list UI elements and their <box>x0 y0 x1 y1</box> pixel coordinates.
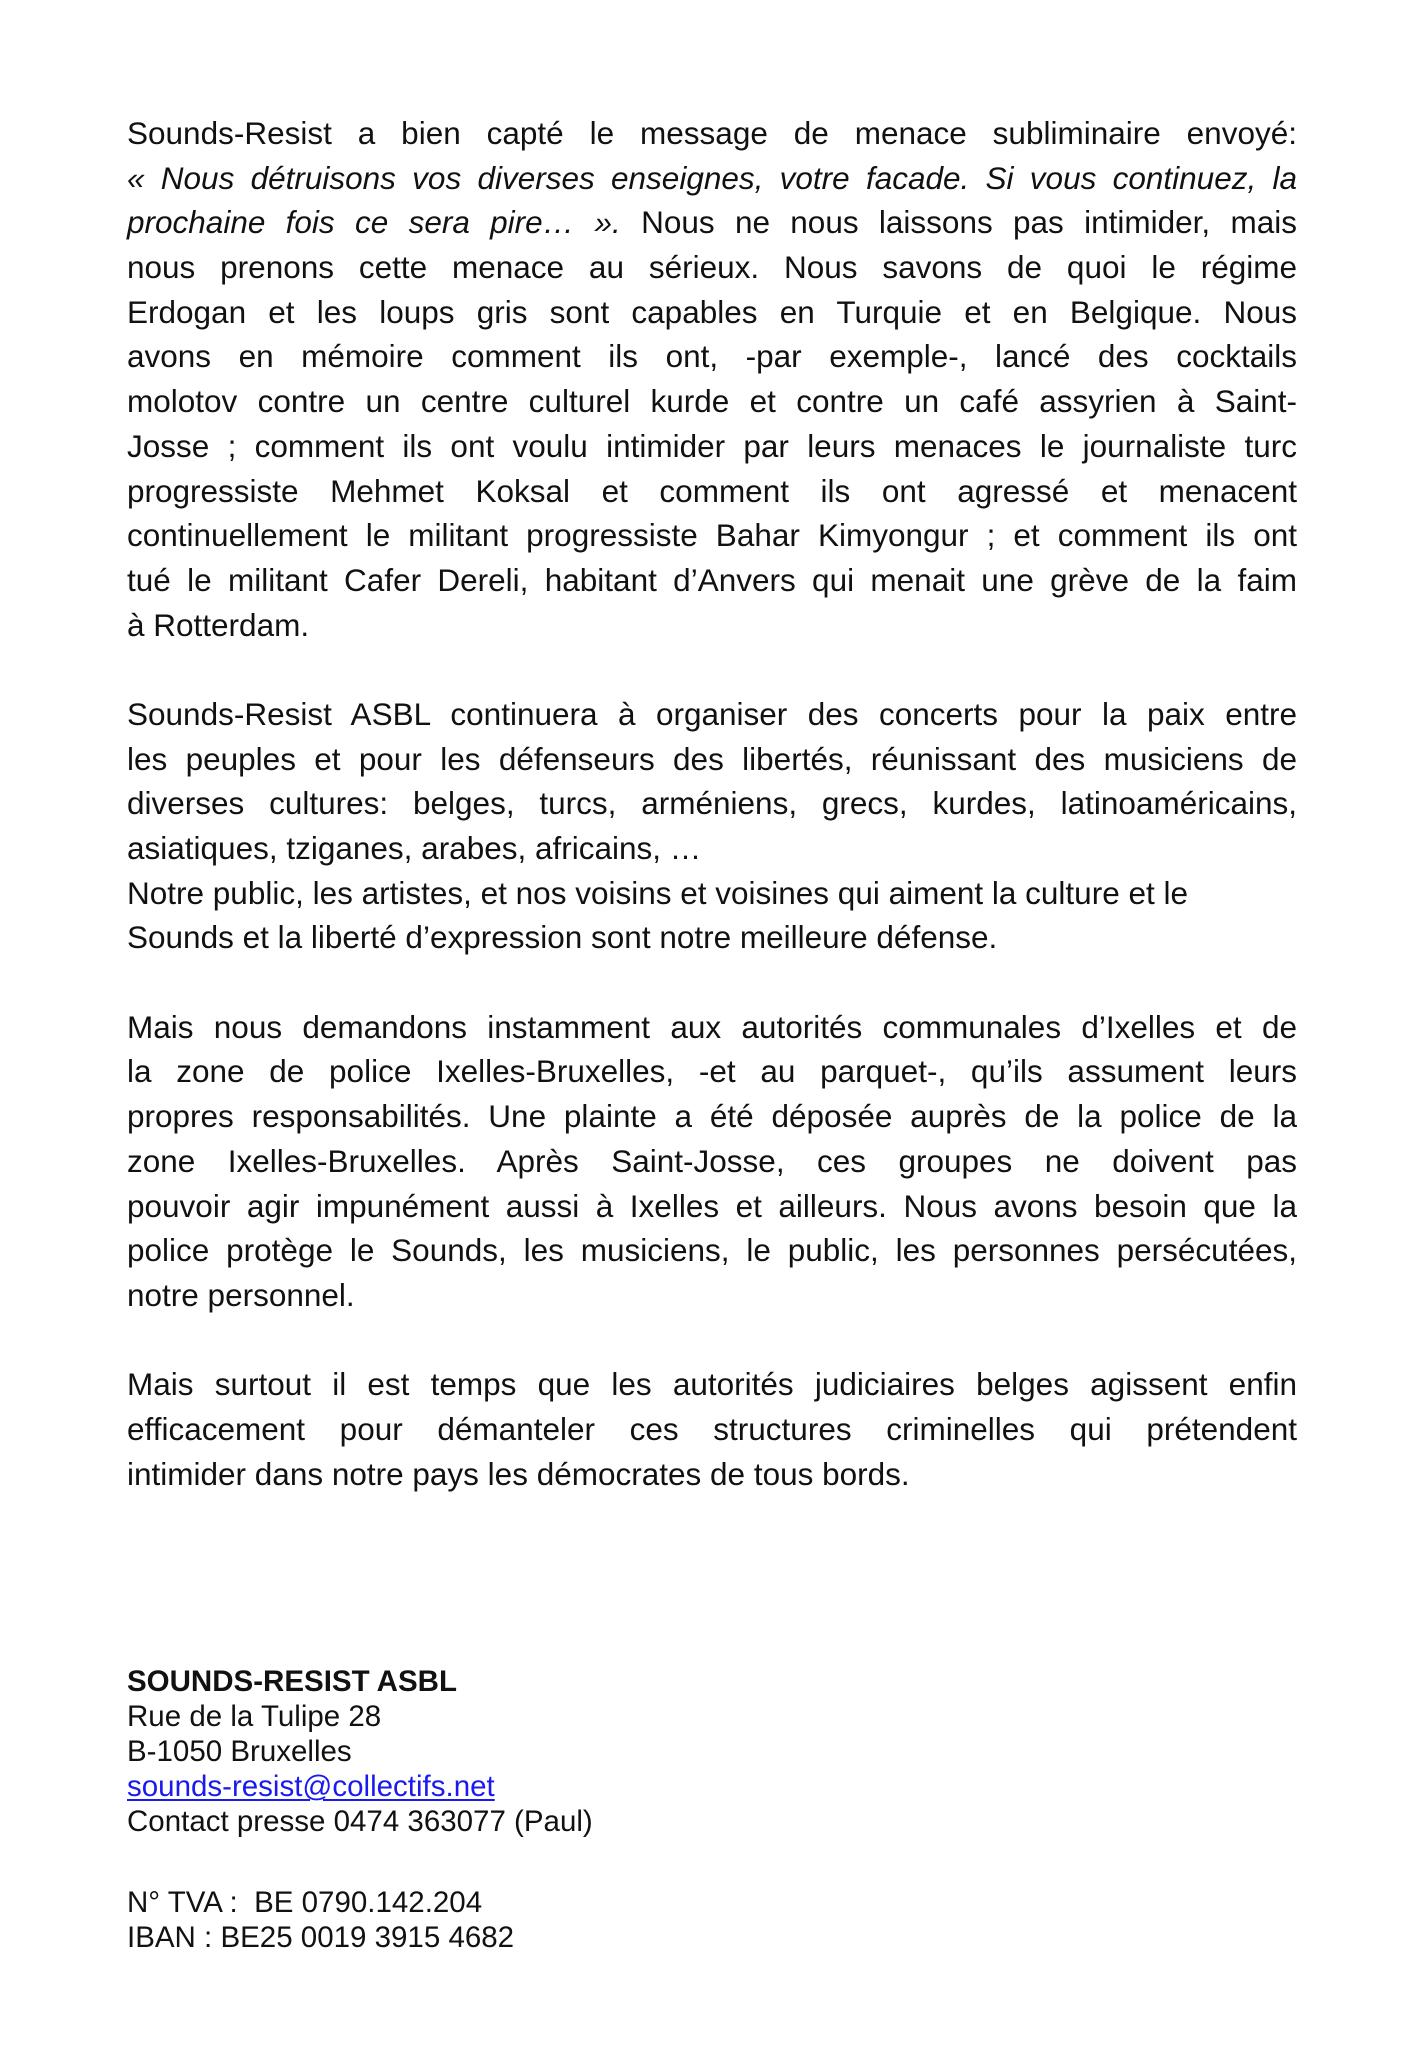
line-text: la zone de police Ixelles-Bruxelles, -et au parquet-, qu’ils assument leurs <box>127 1053 1297 1090</box>
text-line <box>127 915 1297 960</box>
address-street: Rue de la Tulipe 28 <box>127 1700 382 1733</box>
line-text: Mais nous demandons instamment aux autorités communales d’Ixelles et de <box>127 1008 1297 1045</box>
line-text: continuellement le militant progressiste Bahar Kimyongur ; et comment ils ont <box>127 517 1297 554</box>
quoted-threat-text: « Nous détruisons vos diverses enseignes, votre facade. Si vous continuez, la <box>127 159 1297 196</box>
text-line <box>127 1407 1297 1452</box>
text-line <box>127 1049 1297 1094</box>
line-text: à Rotterdam. <box>127 606 310 643</box>
text-line <box>127 781 1297 826</box>
press-contact: Contact presse 0474 363077 (Paul) <box>127 1805 593 1838</box>
legal-info <box>127 1885 514 1955</box>
paragraph-threat-message <box>127 111 1297 647</box>
vat-number: N° TVA : BE 0790.142.204 <box>127 1886 483 1919</box>
text-line <box>127 156 1297 201</box>
line-text: diverses cultures: belges, turcs, arméniens, grecs, kurdes, latinoaméricains, <box>127 785 1297 822</box>
line-text: propres responsabilités. Une plainte a été déposée auprès de la police de la <box>127 1098 1297 1135</box>
organization-name: SOUNDS-RESIST ASBL <box>127 1665 457 1698</box>
line-text: progressiste Mehmet Koksal et comment ils ont agressé et menacent <box>127 472 1297 509</box>
line-text: les peuples et pour les défenseurs des libertés, réunissant des musiciens de <box>127 740 1297 777</box>
line-text: Notre public, les artistes, et nos voisins et voisines qui aiment la culture et le <box>127 874 1189 911</box>
text-line <box>127 1005 1297 1050</box>
paragraph-judicial-call <box>127 1362 1297 1496</box>
address-city: B-1050 Bruxelles <box>127 1735 352 1768</box>
line-text: asiatiques, tziganes, arabes, africains, … <box>127 830 702 866</box>
line-text: Mais surtout il est temps que les autorités judiciaires belges agissent enfin <box>127 1366 1297 1403</box>
text-line <box>127 513 1297 558</box>
line-text: Sounds et la liberté d’expression sont notre meilleure défense. <box>127 919 998 956</box>
line-text: molotov contre un centre culturel kurde et contre un café assyrien à Saint- <box>127 383 1297 420</box>
iban-number: IBAN : BE25 0019 3915 4682 <box>127 1921 515 1954</box>
text-line <box>127 1362 1297 1407</box>
text-line <box>127 245 1297 290</box>
line-text: tué le militant Cafer Dereli, habitant d’Anvers qui menait une grève de la faim <box>127 561 1297 598</box>
line-text: Josse ; comment ils ont voulu intimider par leurs menaces le journaliste turc <box>127 427 1297 464</box>
line-text: pouvoir agir impunément aussi à Ixelles et ailleurs. Nous avons besoin que la <box>127 1187 1297 1224</box>
text-line <box>127 1452 1297 1497</box>
line-text: Nous ne nous laissons pas intimider, mais <box>620 204 1297 241</box>
text-line <box>127 692 1297 737</box>
line-text: nous prenons cette menace au sérieux. Nous savons de quoi le régime <box>127 249 1297 286</box>
line-text: police protège le Sounds, les musiciens, le public, les personnes persécutées, <box>127 1232 1297 1269</box>
line-text: Sounds-Resist a bien capté le message de menace subliminaire envoyé: <box>127 115 1297 151</box>
line-text: zone Ixelles-Bruxelles. Après Saint-Josse, ces groupes ne doivent pas <box>127 1142 1297 1179</box>
text-line <box>127 1228 1297 1273</box>
text-line <box>127 469 1297 514</box>
line-text: avons en mémoire comment ils ont, -par exemple-, lancé des cocktails <box>127 338 1297 375</box>
line-text: Sounds-Resist ASBL continuera à organiser des concerts pour la paix entre <box>127 695 1297 732</box>
text-line <box>127 737 1297 782</box>
email-link[interactable]: sounds-resist@collectifs.net <box>127 1770 495 1803</box>
text-line <box>127 111 1297 156</box>
text-line <box>127 1094 1297 1139</box>
text-line <box>127 558 1297 603</box>
text-line <box>127 200 1297 245</box>
line-text: notre personnel. <box>127 1276 355 1313</box>
line-text: efficacement pour démanteler ces structures criminelles qui prétendent <box>127 1410 1297 1447</box>
text-line <box>127 871 1297 916</box>
signature-block <box>127 1664 593 1839</box>
text-line <box>127 379 1297 424</box>
text-line <box>127 334 1297 379</box>
text-line <box>127 603 1297 648</box>
quoted-threat-text: prochaine fois ce sera pire… ». <box>127 204 621 241</box>
text-line <box>127 290 1297 335</box>
paragraph-authorities-request <box>127 1005 1297 1318</box>
line-text: intimider dans notre pays les démocrates de tous bords. <box>127 1455 910 1492</box>
line-text: Erdogan et les loups gris sont capables en Turquie et en Belgique. Nous <box>127 293 1297 330</box>
text-line <box>127 1273 1297 1318</box>
text-line <box>127 1184 1297 1229</box>
paragraph-concerts <box>127 692 1297 960</box>
body-text <box>127 111 1297 1541</box>
text-line <box>127 1139 1297 1184</box>
text-line <box>127 424 1297 469</box>
text-line <box>127 826 1297 871</box>
